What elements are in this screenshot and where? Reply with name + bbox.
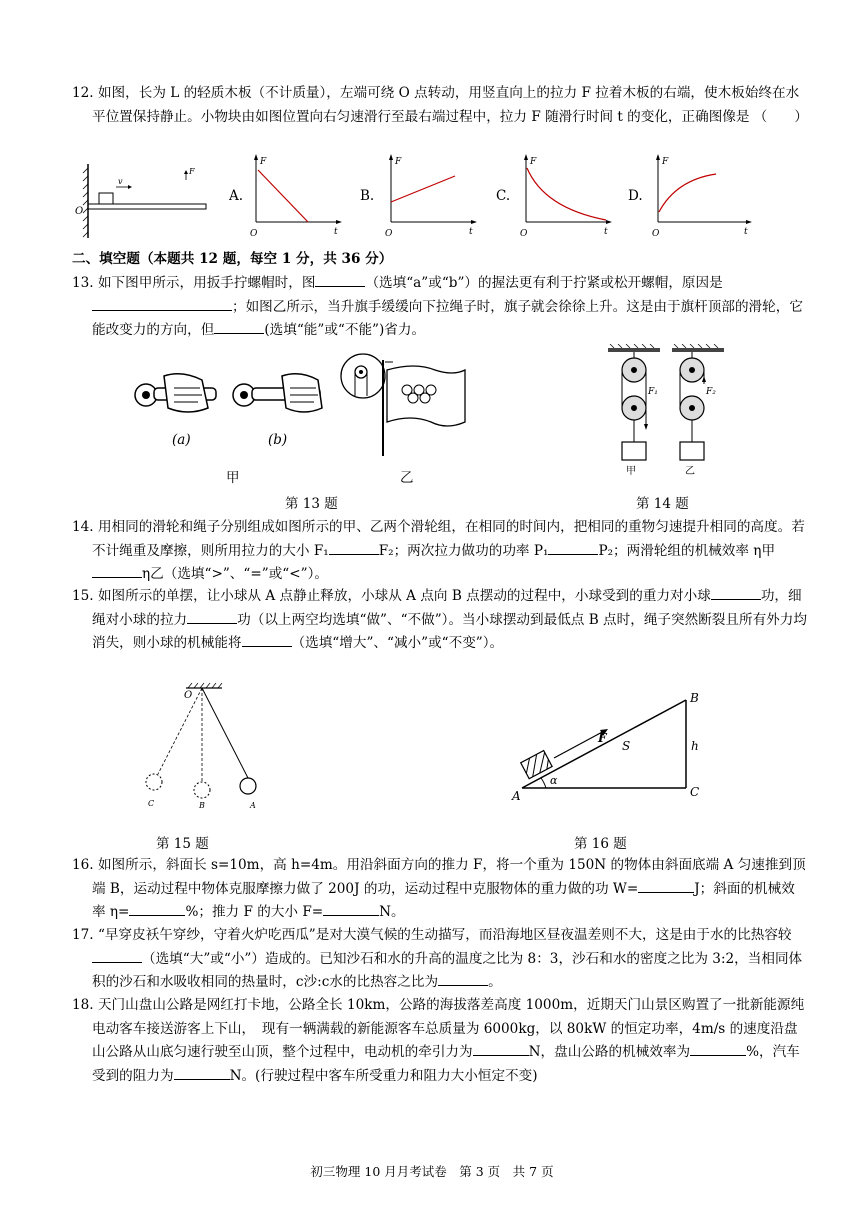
option-d-graph — [650, 152, 760, 240]
answer-bracket: （ ） — [753, 108, 808, 125]
q14-text-2: F₂；两次拉力做功的功率 P₁ — [378, 542, 549, 559]
incline-alpha-label: α — [550, 774, 558, 787]
q15-blank-2[interactable] — [187, 609, 237, 624]
incline-s-label: S — [622, 739, 631, 753]
q13-blank-1[interactable] — [315, 272, 365, 287]
q16-blank-1[interactable] — [638, 878, 694, 893]
question-18 — [72, 994, 808, 1088]
q16-blank-3[interactable] — [323, 901, 379, 916]
option-a-origin: O — [250, 229, 258, 239]
q16-text-4: N。 — [379, 904, 405, 920]
question-13 — [72, 272, 808, 343]
q14-pulley-figure — [600, 344, 740, 482]
v-label: v — [118, 177, 123, 186]
question-12-text: 12. 如图，长为 L 的轻质木板（不计质量），左端可绕 O 点转动，用竖直向上的拉力 F 拉着木板的右端，使木板始终在水平位置保持静止。小物块由如图位置向右匀速滑行至最右端过程中，拉力 F 随滑行时间 t 的变化，正确图像是 — [72, 85, 800, 125]
option-c-graph — [518, 152, 618, 240]
option-a-letter[interactable]: A. — [229, 188, 244, 204]
o-label: O — [75, 206, 84, 217]
q17-blank-1[interactable] — [92, 948, 142, 963]
option-d-xlabel: t — [744, 227, 748, 237]
caption-15: 第 15 题 — [156, 836, 209, 852]
q16-blank-2[interactable] — [129, 901, 185, 916]
q13-wrench-figures — [132, 368, 327, 423]
incline-c-label: C — [690, 785, 700, 799]
f-label: F — [189, 167, 195, 176]
q14-text-1: 14. 用相同的滑轮和绳子分别组成如图所示的甲、乙两个滑轮组，在相同的时间内，把相同的重物匀速提升相同的高度。若不计绳重及摩擦，则所用拉力的大小 F₁ — [72, 519, 805, 559]
page-footer: 初三物理 10 月月考试卷 第 3 页 共 7 页 — [310, 1164, 554, 1179]
q13-blank-2[interactable] — [92, 296, 232, 311]
q14-label-jia: 甲 — [626, 466, 636, 477]
wrench-b-figure — [233, 374, 322, 412]
q18-text-1: 18. 天门山盘山公路是网红打卡地，公路全长 10km，公路的海拔落差高度 1000m，近期天门山景区购置了一批新能源纯电动客车接送游客上下山， 现有一辆满载的新能源客车总质量为 6000kg，以 80kW 的恒定功率，4m/s 的速度沿盘山公路从山底匀速行驶至山顶，整个过程中，电动机的牵引力为 — [72, 997, 805, 1060]
q18-blank-2[interactable] — [690, 1041, 746, 1056]
incline-b-label: B — [690, 691, 699, 705]
q17-text-1: 17. “早穿皮袄午穿纱，守着火炉吃西瓜”是对大漠气候的生动描写，而沿海地区昼夜温差则不大，这是由于水的比热容较 — [72, 927, 792, 943]
q14-blank-2[interactable] — [548, 540, 598, 555]
pendulum-c-label: C — [148, 799, 155, 808]
q15-text-2: 功，细绳对小球的拉力 — [92, 588, 802, 628]
q15-blank-1[interactable] — [711, 585, 761, 600]
option-c-letter[interactable]: C. — [496, 188, 511, 204]
q16-text-3: %；推力 F 的大小 F= — [185, 904, 324, 920]
incline-a-label: A — [512, 789, 521, 803]
f2-label: F₂ — [706, 387, 716, 397]
option-b-origin: O — [385, 229, 393, 239]
question-15 — [72, 585, 808, 656]
q17-text-2: （选填“大”或“小”）造成的。已知沙石和水的升高的温度之比为 8：3，沙石和水的密度之比为 3:2，当相同体积的沙石和水吸收相同的热量时，c沙:c水的比热容之比为 — [92, 950, 803, 990]
q14-blank-3[interactable] — [92, 563, 142, 578]
option-b-graph — [383, 152, 483, 240]
q14-text-3: P₂；两滑轮组的机械效率 η甲 — [598, 542, 776, 559]
question-16 — [72, 854, 808, 925]
f1-label: F₁ — [648, 387, 658, 397]
option-a-xlabel: t — [334, 227, 338, 237]
q14-label-yi: 乙 — [685, 466, 695, 477]
q18-text-4: N。(行驶过程中客车所受重力和阻力大小恒定不变) — [229, 1067, 538, 1084]
q16-text-2: J；斜面的机械效率 η= — [92, 880, 795, 920]
q13-text-1: 13. 如下图甲所示，用扳手拧螺帽时，图 — [72, 275, 316, 291]
question-14 — [72, 516, 808, 587]
q13-text-2: （选填“a”或“b”）的握法更有利于拧紧或松开螺帽，原因是 — [365, 275, 723, 291]
caption-13: 第 13 题 — [285, 496, 338, 512]
wrench-a-figure — [135, 374, 216, 412]
question-17 — [72, 924, 808, 995]
q13-flag-figure — [335, 352, 470, 460]
option-b-ylabel: F — [395, 157, 402, 167]
section-heading: 二、填空题（本题共 12 题，每空 1 分，共 36 分） — [72, 251, 393, 267]
q12-lever-figure — [74, 160, 209, 242]
pendulum-o-label: O — [184, 690, 193, 701]
q15-text-1: 15. 如图所示的单摆，让小球从 A 点静止释放，小球从 A 点向 B 点摆动的过程中，小球受到的重力对小球 — [72, 588, 711, 604]
q16-text-1: 16. 如图所示，斜面长 s=10m，高 h=4m。用沿斜面方向的推力 F，将一个重为 150N 的物体由斜面底端 A 匀速推到顶端 B，运动过程中物体克服摩擦力做了 200J 的功，运动过程中克服物体的重力做的功 W= — [72, 857, 806, 897]
option-b-xlabel: t — [469, 227, 473, 237]
option-a-graph — [248, 152, 348, 240]
option-a-ylabel: F — [260, 157, 267, 167]
q18-blank-1[interactable] — [473, 1041, 529, 1056]
q18-text-3: %，汽车受到的阻力为 — [92, 1044, 800, 1084]
q18-text-2: N，盘山公路的机械效率为 — [528, 1044, 691, 1060]
option-d-letter[interactable]: D. — [628, 188, 643, 204]
q16-incline-figure — [510, 686, 715, 806]
q14-blank-1[interactable] — [329, 540, 379, 555]
pendulum-a-label: A — [250, 801, 256, 810]
caption-14: 第 14 题 — [636, 496, 689, 512]
option-b-letter[interactable]: B. — [360, 188, 375, 204]
caption-16: 第 16 题 — [574, 836, 627, 852]
q17-blank-2[interactable] — [438, 971, 488, 986]
incline-h-label: h — [691, 739, 699, 753]
question-12 — [72, 82, 808, 129]
q15-text-4: （选填“增大”、“减小”或“不变”）。 — [291, 635, 504, 651]
q15-text-3: 功（以上两空均选填“做”、“不做”）。当小球摆动到最低点 B 点时，绳子突然断裂且所有外力均消失，则小球的机械能将 — [92, 611, 807, 651]
q13-blank-3[interactable] — [214, 319, 264, 334]
q17-text-3: 。 — [488, 974, 502, 990]
q13-text-3: ；如图乙所示，当升旗手缓缓向下拉绳子时，旗子就会徐徐上升。这是由于旗杆顶部的滑轮，它能改变力的方向，但 — [92, 298, 803, 338]
q15-blank-3[interactable] — [242, 632, 292, 647]
label-b: (b) — [268, 432, 288, 448]
label-yi: 乙 — [400, 470, 414, 486]
option-c-origin: O — [520, 229, 528, 239]
q15-pendulum-figure — [136, 682, 276, 814]
q14-text-4: η乙（选填“>”、“=”或“<”）。 — [142, 566, 328, 582]
q13-text-4: (选填“能”或“不能”)省力。 — [264, 322, 426, 338]
incline-f-label: F — [598, 731, 607, 745]
label-jia: 甲 — [226, 470, 240, 486]
pendulum-b-label: B — [199, 801, 205, 810]
label-a: (a) — [172, 432, 191, 448]
q18-blank-3[interactable] — [174, 1065, 230, 1080]
option-d-origin: O — [652, 229, 660, 239]
option-c-ylabel: F — [530, 157, 537, 167]
option-c-xlabel: t — [604, 227, 608, 237]
option-d-ylabel: F — [662, 157, 669, 167]
